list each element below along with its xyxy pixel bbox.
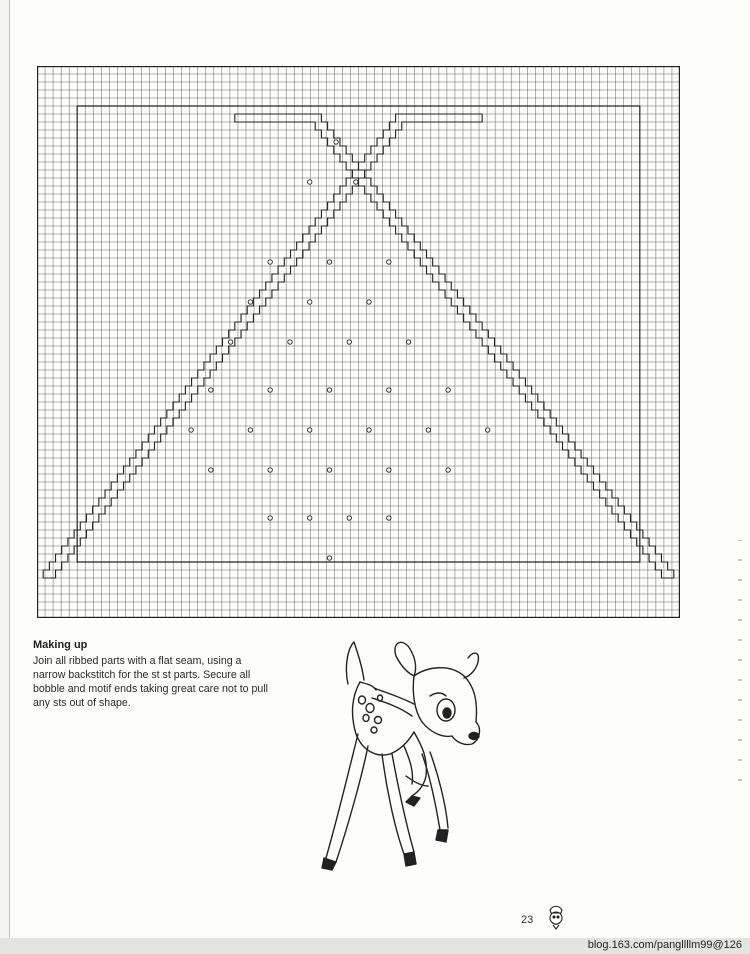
chart-fine-grid: [37, 66, 680, 618]
chart-bobble: [387, 260, 391, 264]
making-up-heading: Making up: [33, 639, 88, 651]
chart-bobble: [347, 516, 351, 520]
chart-bobble: [327, 388, 331, 392]
chart-bobble: [209, 468, 213, 472]
blog-watermark: blog.163.com/pangllllm99@126: [587, 939, 742, 951]
page-number: 23: [521, 914, 534, 926]
chart-bobble: [426, 428, 430, 432]
chart-bobble: [268, 388, 272, 392]
chart-bobble: [228, 340, 232, 344]
chart-bobble: [209, 388, 213, 392]
knitting-chart: [37, 66, 680, 618]
chart-bobble: [387, 388, 391, 392]
chart-bobble: [446, 468, 450, 472]
chart-bobble: [406, 340, 410, 344]
bambi-illustration: [318, 636, 493, 872]
chart-bobble: [248, 300, 252, 304]
chart-bobble: [189, 428, 193, 432]
chart-bobble: [327, 556, 331, 560]
donald-duck-icon: [545, 904, 567, 930]
chart-bobble: [308, 516, 312, 520]
page-binding-edge: [0, 0, 10, 954]
chart-bobble: [268, 468, 272, 472]
chart-bobble: [268, 260, 272, 264]
making-up-instructions: Join all ribbed parts with a flat seam, using a narrow backstitch for the st st parts. Secure all bobble and motif ends taking great care not to pull any sts out of shape.: [33, 655, 268, 709]
chart-bobble: [446, 388, 450, 392]
chart-bobble: [308, 428, 312, 432]
chart-bobble: [308, 180, 312, 184]
chart-bobble: [387, 468, 391, 472]
chart-bobble: [485, 428, 489, 432]
chart-bobble: [334, 140, 338, 144]
chart-bobble: [308, 300, 312, 304]
chart-bobble: [354, 180, 358, 184]
chart-bobble: [367, 428, 371, 432]
chart-grid: [37, 66, 680, 618]
chart-bobble: [248, 428, 252, 432]
chart-bobble: [387, 516, 391, 520]
chart-bobble: [288, 340, 292, 344]
chart-bobble: [327, 468, 331, 472]
chart-bobble: [367, 300, 371, 304]
page-edge-marks: [738, 540, 742, 800]
chart-bobble: [347, 340, 351, 344]
chart-bobble: [327, 260, 331, 264]
chart-bobble: [268, 516, 272, 520]
